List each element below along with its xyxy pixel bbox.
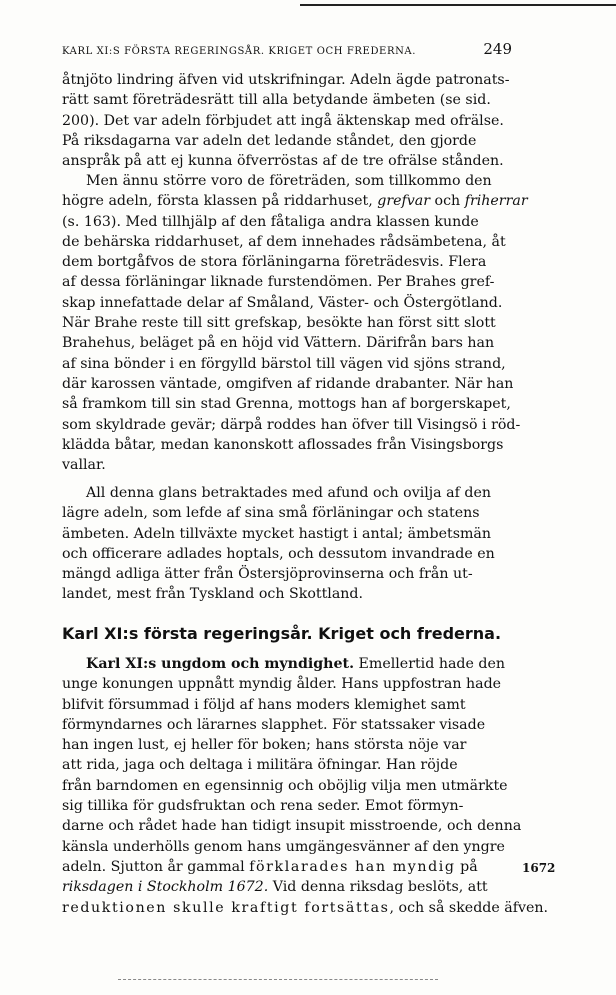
paragraph-3 (62, 483, 514, 605)
text-line: af sina bönder i en förgylld bärstol till vägen vid sjöns strand, (62, 355, 506, 372)
text-line: unge konungen uppnått myndig ålder. Hans uppfostran hade (62, 676, 502, 693)
page-header (62, 40, 512, 58)
text-line: klädda båtar, medan kanonskott aflossades från Visingsborgs (62, 436, 504, 453)
text-line: (s. 163). Med tillhjälp af den fåtaliga andra klassen kunde (62, 213, 479, 230)
text-line: blifvit försummad i följd af hans moders klemighet samt (62, 696, 466, 713)
text-line (62, 654, 514, 674)
text-run: högre adeln, första klassen på riddarhuset, (62, 193, 378, 210)
text-run: Vid denna riksdag beslöts, att (268, 879, 488, 896)
text-line: sig tillika för gudsfruktan och rena seder. Emot förmyn- (62, 798, 464, 815)
text-line: och officerare adlades hoptals, och dessutom invandrade en (62, 545, 495, 562)
italic-emphasis: riksdagen i Stockholm 1672. (62, 879, 269, 896)
text-line: åtnjöto lindring äfven vid utskrifningar. Adeln ägde patronats- (62, 72, 510, 88)
text-line: dem bortgåfvos de stora förläningarna företrädesvis. Flera (62, 254, 487, 271)
text-line: På riksdagarna var adeln det ledande ståndet, den gjorde (62, 132, 477, 149)
text-line: de behärska riddarhuset, af dem innehades rådsämbetena, åt (62, 233, 506, 250)
text-run: , och så skedde äfven. (389, 899, 549, 916)
margin-year-note: 1672 (522, 861, 556, 875)
text-run: och (430, 193, 465, 210)
paragraph-1 (62, 70, 514, 171)
italic-term: friherrar (464, 193, 528, 210)
text-line (62, 898, 549, 918)
paragraph-4 (62, 654, 549, 918)
text-line: ämbeten. Adeln tillväxte mycket hastigt i antal; ämbetsmän (62, 525, 492, 542)
text-line: skap innefattade delar af Småland, Väster- och Östergötland. (62, 294, 503, 311)
text-line: att rida, jaga och deltaga i militära öfningar. Han röjde (62, 757, 458, 774)
text-line: förmyndarnes och lärarnes slapphet. För statssaker visade (62, 716, 486, 733)
text-line: från barndomen en egensinnig och oböjlig vilja men utmärkte (62, 777, 508, 794)
running-head: KARL XI:S FÖRSTA REGERINGSÅR. KRIGET OCH FREDERNA. (62, 46, 417, 57)
text-line: af dessa förläningar liknade furstendömen. Per Brahes gref- (62, 274, 495, 291)
text-line: lägre adeln, som lefde af sina små förläningar och statens (62, 505, 480, 522)
text-line: All denna glans betraktades med afund och ovilja af den (86, 485, 491, 501)
text-line: som skyldrade gevär; därpå roddes han öfver till Visingsö i röd- (62, 416, 521, 433)
text-line (62, 877, 514, 897)
text-line: Men ännu större voro de företräden, som tillkommo den (86, 173, 492, 189)
top-rule (300, 4, 616, 6)
text-line: landet, mest från Tyskland och Skottland. (62, 586, 364, 603)
footer-rule (118, 979, 438, 981)
spaced-emphasis: förklarades han myndig (249, 858, 456, 875)
text-line (62, 191, 528, 211)
text-line: känsla underhölls genom hans umgängesvänner af den yngre (62, 838, 505, 855)
text-line: När Brahe reste till sitt grefskap, besökte han först sitt slott (62, 315, 496, 332)
text-line: mängd adliga ätter från Östersjöprovinserna och från ut- (62, 566, 473, 583)
text-run: Emellertid hade den (354, 656, 506, 672)
text-run: på (455, 858, 478, 875)
text-line: så framkom till sin stad Grenna, mottogs han af borgerskapet, (62, 396, 511, 413)
spaced-emphasis: reduktionen skulle kraftigt fortsättas (62, 899, 390, 916)
text-line: vallar. (62, 457, 106, 474)
page-number: 249 (483, 40, 512, 58)
text-line: han ingen lust, ej heller för boken; hans största nöje var (62, 737, 467, 754)
section-heading: Karl XI:s första regeringsår. Kriget och frederna. (62, 624, 502, 643)
text-line: anspråk på att ej kunna öfverröstas af de tre ofrälse stånden. (62, 153, 504, 170)
paragraph-2 (62, 171, 528, 475)
text-line: darne och rådet hade han tidigt insupit misstroende, och denna (62, 818, 522, 835)
text-line: där karossen väntade, omgifven af ridande drabanter. När han (62, 375, 514, 392)
italic-term: grefvar (377, 193, 431, 210)
text-run: adeln. Sjutton år gammal (62, 858, 250, 875)
text-line: Brahehus, beläget på en höjd vid Vättern. Därifrån bars han (62, 335, 495, 352)
text-line: rätt samt företrädesrätt till alla betydande ämbeten (se sid. (62, 92, 491, 109)
text-line: 200). Det var adeln förbjudet att ingå äktenskap med ofrälse. (62, 112, 504, 129)
text-line (62, 857, 514, 877)
bold-lead: Karl XI:s ungdom och myndighet. (86, 656, 355, 672)
